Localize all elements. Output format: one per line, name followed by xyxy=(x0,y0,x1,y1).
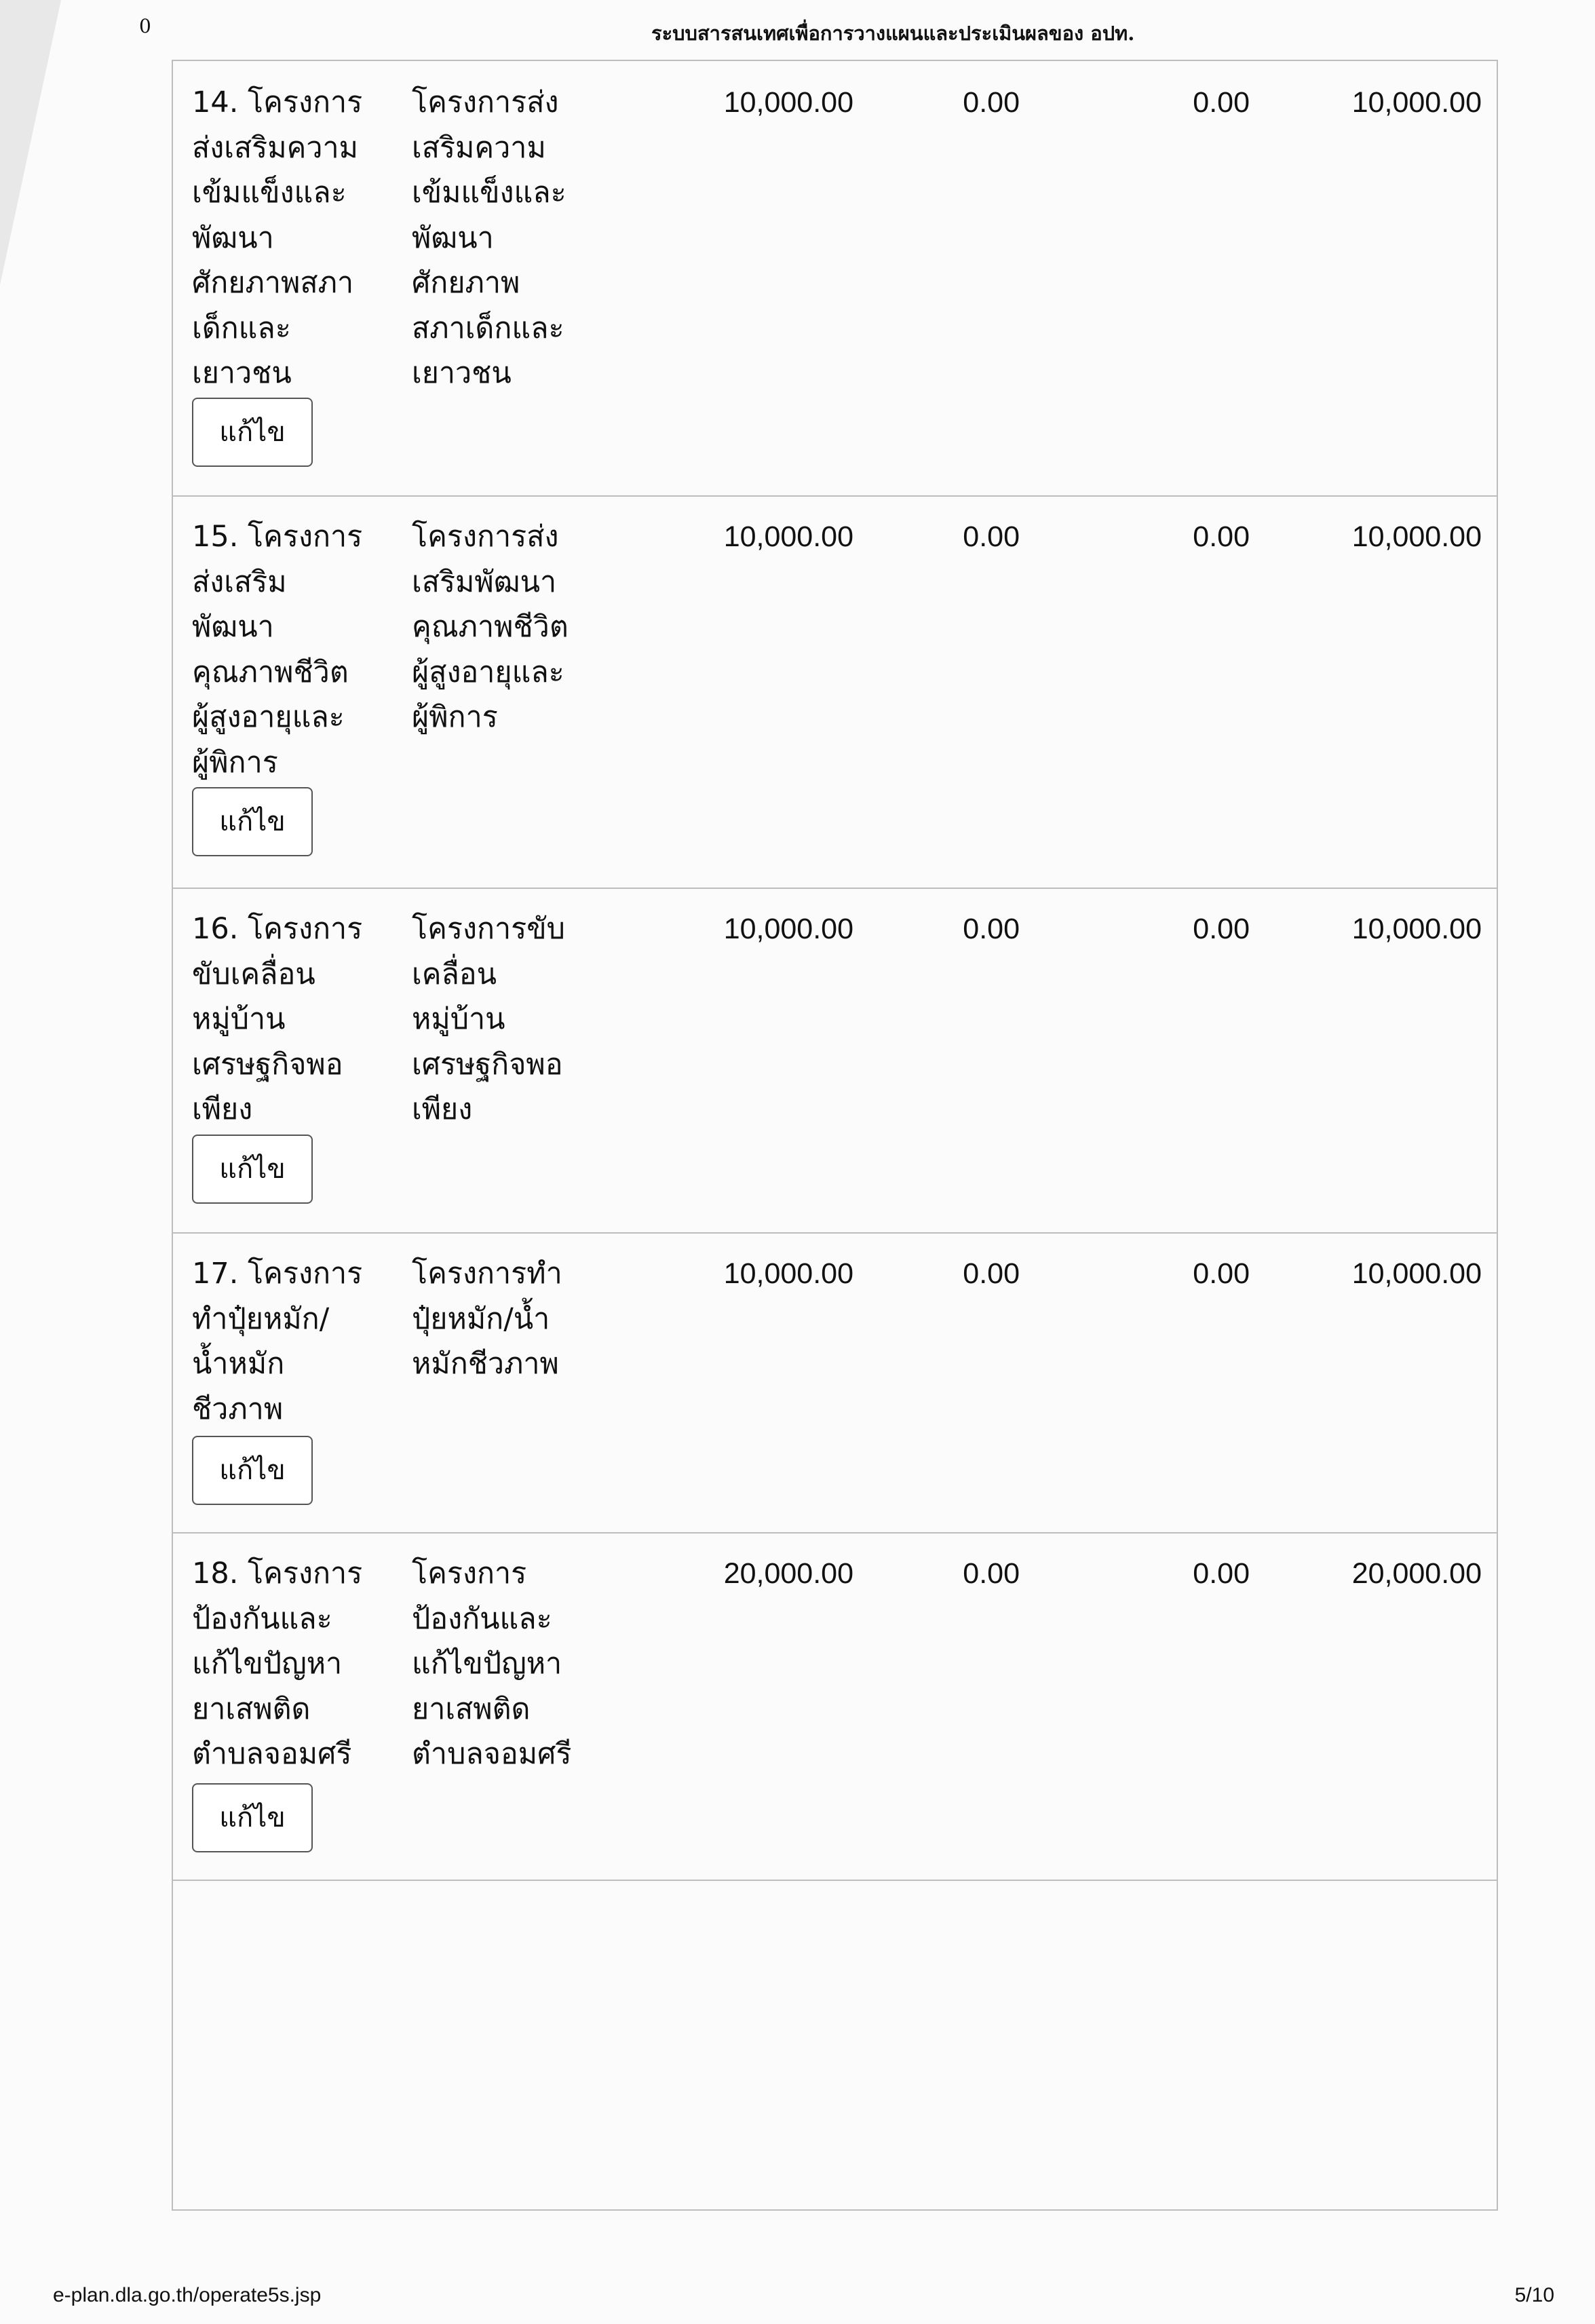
budget-value-total: 20,000.00 xyxy=(1351,1557,1482,1590)
table-empty-area xyxy=(173,1880,1497,2209)
budget-value-total: 10,000.00 xyxy=(1351,1257,1482,1290)
edit-button[interactable]: แก้ไข xyxy=(192,787,313,856)
header-left-fragment: 0 xyxy=(139,15,151,37)
budget-value-2: 0.00 xyxy=(963,1257,1020,1290)
project-title-cell: โครงการทำ ปุ๋ยหมัก/น้ำ หมักชีวภาพ xyxy=(412,1257,562,1381)
budget-value-3: 0.00 xyxy=(1193,86,1250,119)
budget-value-1: 10,000.00 xyxy=(723,520,853,553)
project-name-cell: 17. โครงการ ทำปุ๋ยหมัก/ น้ำหมัก ชีวภาพ xyxy=(192,1257,363,1426)
budget-value-3: 0.00 xyxy=(1193,520,1250,553)
budget-value-1: 10,000.00 xyxy=(723,913,853,945)
budget-value-3: 0.00 xyxy=(1193,1257,1250,1290)
budget-value-1: 10,000.00 xyxy=(723,86,853,119)
budget-value-2: 0.00 xyxy=(963,86,1020,119)
table-row xyxy=(173,495,1497,889)
table-row xyxy=(173,61,1497,497)
budget-value-2: 0.00 xyxy=(963,520,1020,553)
header-title: ระบบสารสนเทศเพื่อการวางแผนและประเมินผลของ อปท. xyxy=(651,22,1135,45)
project-title-cell: โครงการส่ง เสริมพัฒนา คุณภาพชีวิต ผู้สูงอายุและ ผู้พิการ xyxy=(412,520,569,734)
budget-value-1: 10,000.00 xyxy=(723,1257,853,1290)
budget-value-3: 0.00 xyxy=(1193,1557,1250,1590)
project-name-cell: 15. โครงการ ส่งเสริม พัฒนา คุณภาพชีวิต ผู้สูงอายุและ ผู้พิการ xyxy=(192,520,363,780)
budget-value-total: 10,000.00 xyxy=(1351,913,1482,945)
edit-button[interactable]: แก้ไข xyxy=(192,1783,313,1852)
footer-page-number: 5/10 xyxy=(1514,2284,1554,2306)
budget-value-1: 20,000.00 xyxy=(723,1557,853,1590)
budget-value-2: 0.00 xyxy=(963,1557,1020,1590)
edit-button[interactable]: แก้ไข xyxy=(192,1135,313,1204)
edit-button[interactable]: แก้ไข xyxy=(192,1436,313,1505)
project-title-cell: โครงการขับ เคลื่อน หมู่บ้าน เศรษฐกิจพอ เพียง xyxy=(412,912,565,1126)
budget-value-3: 0.00 xyxy=(1193,913,1250,945)
project-title-cell: โครงการ ป้องกันและ แก้ไขปัญหา ยาเสพติด ตำบลจอมศรี xyxy=(412,1557,572,1771)
budget-value-2: 0.00 xyxy=(963,913,1020,945)
project-name-cell: 16. โครงการ ขับเคลื่อน หมู่บ้าน เศรษฐกิจพอ เพียง xyxy=(192,912,363,1126)
project-title-cell: โครงการส่ง เสริมความ เข้มแข็งและ พัฒนา ศักยภาพ สภาเด็กและ เยาวชน xyxy=(412,85,566,390)
budget-value-total: 10,000.00 xyxy=(1351,86,1482,119)
budget-value-total: 10,000.00 xyxy=(1351,520,1482,553)
table-row xyxy=(173,1232,1497,1534)
project-budget-table xyxy=(172,60,1498,2211)
table-row xyxy=(173,1532,1497,1881)
scan-page-corner xyxy=(0,0,61,285)
table-row xyxy=(173,888,1497,1234)
project-name-cell: 14. โครงการ ส่งเสริมความ เข้มแข็งและ พัฒนา ศักยภาพสภา เด็กและ เยาวชน xyxy=(192,85,363,390)
footer-url: e-plan.dla.go.th/operate5s.jsp xyxy=(53,2284,322,2306)
project-name-cell: 18. โครงการ ป้องกันและ แก้ไขปัญหา ยาเสพติด ตำบลจอมศรี xyxy=(192,1557,363,1771)
edit-button[interactable]: แก้ไข xyxy=(192,398,313,467)
